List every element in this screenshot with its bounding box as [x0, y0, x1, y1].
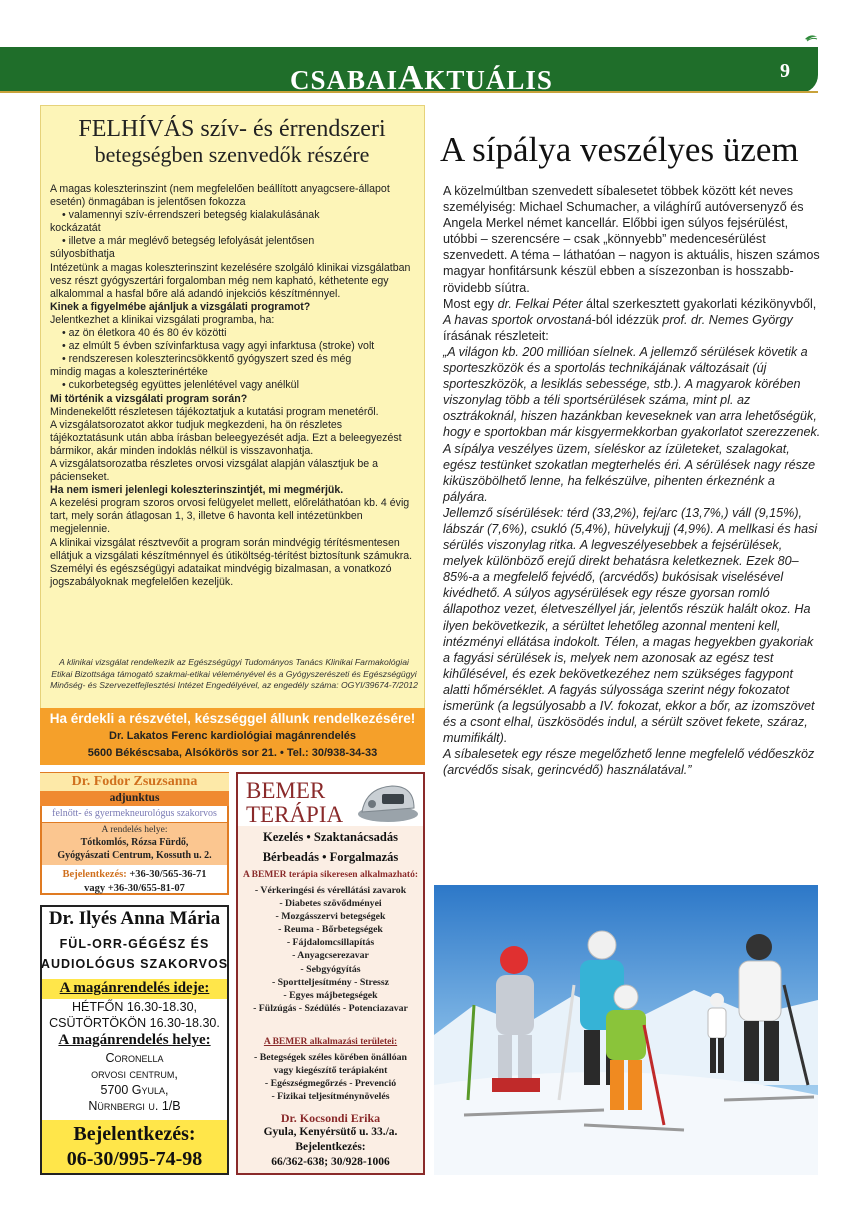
- fodor-ad-place-line2: Gyógyászati Centrum, Kossuth u. 2.: [57, 850, 212, 861]
- list-item: - Fizikai teljesítménynövelés: [271, 1091, 390, 1102]
- list-item: - Fülzúgás - Szédülés - Potenciazavar: [253, 1002, 408, 1014]
- ilyes-ad-specialty-line1: FÜL-ORR-GÉGÉSZ ÉS: [59, 937, 210, 951]
- fodor-ad-phone2: vagy +36-30/655-81-07: [84, 883, 185, 894]
- fodor-ad-place-label: A rendelés helye:: [101, 825, 168, 835]
- cta-doctor: Dr. Lakatos Ferenc kardiológiai magánrendelés: [109, 730, 356, 742]
- swirl-icon: [804, 33, 818, 43]
- list-item: - Egyes májbetegségek: [283, 989, 378, 1001]
- page-number: 9: [780, 60, 790, 82]
- article-paragraph: A közelmúltban szenvedett síbalesetet többek között két neves személyiség: Michael Schumacher, a világhírű autóversenyző és Angela Merkel német kancellár. Előbbi igen súlyos fejsérülést, utóbbi – szerencsére – csak „könnyebb” medencesérülést szenvedett. A téma – láthatóan – nagyon is aktuális, hiszen számos magyar honfitársunk készül ebben a síszezonban is hosszabb-rövidebb síútra.: [443, 184, 820, 295]
- bemer-ad-title2: TERÁPIA: [246, 802, 344, 827]
- article-quote: A sípálya veszélyes üzem, síeléskor az ízületeket, szalagokat, egész testünket szokatlan megterhelés éri. A sérülések nagy része kiküszöbölhető lenne, ha felkészülve, pihenten érkeznénk a pályára.: [443, 441, 816, 504]
- article-quote: Jellemző sísérülések: térd (33,2%), fej/arc (13,7%,) váll (9,15%), lábszár (7,6%), csukló (5,4%), hüvelykujj (4,9%). A mellkasi és hasi sérülés viszonylag ritka. A legveszélyesebbek a fejsérülések, melyek különböző erejű direkt behatásra keletkeznek. Ezek 80–85%-a a megfelelő fejvédő, (arcvédős) bukósisak viselésével kivédhető. A súlyos agysérülések egy része gyorsan romló állapothoz vezet, életveszéllyel jár, jelentős részük halált okoz. Ha ilyen bekövetkezik, a sérültet lehetőleg azonnal menteni kell, intézményi ellátása indokolt. Télen, a magas hegyekben gyakoriak a fagyási sérülések is, melyek nem azonosak az egész test kihűlésével, és ezek bekövetkezéhez nem szükséges fagypont alatti hőmérséklet. A fagyás súlyossága szerint négy fokozatot ismerünk (a legsúlyosabb a IV. fokozat, ekkor a bőr, az izomszövet és a csont elhal, üszkösödés indul, a sérült szövet fekete, száraz, mumifikált).: [443, 505, 818, 746]
- cta-address: 5600 Békéscsaba, Alsókörös sor 21. • Tel.: 30/938-34-33: [87, 747, 378, 759]
- list-item: - Egészségmegőrzés - Prevenció: [264, 1078, 397, 1089]
- bemer-ad-usage-list: [236, 884, 425, 1015]
- ilyes-ad-hours1: HÉTFŐN 16.30-18.30,: [71, 1000, 198, 1014]
- bemer-ad-areas-list: [236, 1051, 425, 1103]
- publication-title: CSABAIAKTUÁLIS: [290, 58, 553, 97]
- article-quote: A síbalesetek egy része megelőzhető lenne megfelelő védőeszköz (arcvédős sisak, gerincvédő) használatával.”: [443, 747, 815, 778]
- bemer-ad-usage-heading: A BEMER terápia sikeresen alkalmazható:: [242, 870, 419, 880]
- bemer-ad-title1: BEMER: [246, 778, 326, 803]
- clinical-trial-ad-body: A magas koleszterinszint (nem megfelelően beállított anyagcsere-állapot esetén) önmagában is jelentősen fokozza • valamennyi szív-érrendszeri betegség kialakulásának kockázatát • illetve a már meglévő betegség lefolyását jelentősen súlyosbíthatja Intézetünk a magas koleszterinszint kezelésére szolgáló klinikai vizsgálatban vesz részt gyógyszertári forgalomban még nem kapható, kéthetente egy alkalommal a hasfal bőre alá adandó injekciós készítménnyel. Kinek a figyelmébe ajánljuk a vizsgálati programot? Jelentkezhet a klinikai vizsgálati programba, ha: • az ön életkora 40 és 80 év közötti • az elmúlt 5 évben szívinfarktusa vagy agyi infarktusa (stroke) volt • rendszeresen koleszterincsökkentő gyógyszert szed és még mindig magas a koleszterinértéke • cukorbetegség együttes jelenlétével vagy anélkül Mi történik a vizsgálati program során? Mindenekelőtt részletesen tájékoztatjuk a kutatási program menetéről. A vizsgálatsorozatot akkor tudjuk megkezdeni, ha ön részletes tájékoztatásunk után abba írásban beleegyezését adja. Ezt a beleegyezést bármikor, akár minden indoklás nélkül is visszavonhatja. A vizsgálatsorozatba részletes orvosi vizsgálat alapján választjuk be a pácienseket. Ha nem ismeri jelenlegi koleszterinszintjét, mi megmérjük. A kezelési program szoros orvosi felügyelet mellett, előreláthatóan kb. 4 évig tart, mely során átlagosan 1, 3, illetve 6 havonta kell intézetünkben megjelennie. A klinikai vizsgálat résztvevőit a program során mindvégig térítésmentesen ellátjuk a vizsgálati készítménnyel és útiköltség-térítést biztosítunk számukra. Személyi és egészségügyi adataikat mindvégig bizalmasan, a vonatkozó jogszabályoknak megfelelően kezeljük.: [50, 183, 413, 588]
- bemer-ad-contact-address: Gyula, Kenyérsütő u. 33./a.: [263, 1126, 398, 1138]
- clinical-trial-approval-note: A klinikai vizsgálat rendelkezik az Egészségügyi Tudományos Tanács Klinikai Farmakológiai Etikai Bizottsága támogató szakmai-etikai véleményével és a Gyógyszerészeti és Egészségügyi Minőség- és Szervezetfejlesztési Intézet Engedélyével, az engedély száma: OGYI/39674-7/2012: [50, 657, 418, 690]
- bemer-ad-services1: Kezelés • Szaktanácsadás: [263, 830, 398, 844]
- fodor-ad-name: Dr. Fodor Zsuzsanna: [40, 773, 229, 791]
- bemer-ad-contact-phone: 66/362-638; 30/928-1006: [271, 1156, 390, 1168]
- ilyes-ad-name: Dr. Ilyés Anna Mária: [48, 908, 221, 929]
- fodor-ad-specialty: felnőtt- és gyermekneurológus szakorvos: [40, 806, 229, 823]
- list-item: - Diabetes szövődményei: [279, 898, 382, 910]
- ilyes-ad-specialty-line2: AUDIOLÓGUS SZAKORVOS: [40, 957, 229, 971]
- fodor-ad-place-line1: Tótkomlós, Rózsa Fürdő,: [80, 837, 189, 848]
- clinical-trial-ad-title: FELHÍVÁS szív- és érrendszeri betegségben szenvedők részére: [78, 116, 386, 167]
- article-title: A sípálya veszélyes üzem: [440, 130, 799, 169]
- list-item: - Fájdalomcsillapítás: [286, 937, 375, 949]
- ilyes-ad-address4: Nürnbergi u. 1/B: [88, 1099, 181, 1113]
- bemer-ad-contact-booking: Bejelentkezés:: [295, 1141, 366, 1153]
- cta-headline: Ha érdekli a részvétel, készséggel állunk rendelkezésére!: [49, 711, 416, 726]
- article-quote: „A világon kb. 200 millióan síelnek. A jellemző sérülések követik a sporteszközök és a sportolás technikájának változásait (új sporteszközök, a lesiklás sebessége, stb.). A magyarok körében viszonylag több a téli sportsérülések száma, mint pl. az osztrákoknál, hiszen hazánkban keveseknek van arra lehetőségük, hogy e sportokban már kisgyermekkorban gyakorlatot szerezzenek.: [443, 344, 821, 440]
- bemer-ad-contact-name: Dr. Kocsondi Erika: [280, 1111, 381, 1125]
- list-item: vagy kiegészítő terápiaként: [273, 1065, 388, 1076]
- ilyes-ad-address2: orvosi centrum,: [91, 1067, 178, 1081]
- bemer-device-icon: [352, 778, 420, 824]
- fodor-ad-phone1: Bejelentkezés: +36-30/565-36-71: [62, 869, 207, 880]
- ilyes-ad-hours2: CSÜTÖRTÖKÖN 16.30-18.30.: [49, 1016, 220, 1030]
- ilyes-ad-booking-label: Bejelentkezés:: [73, 1123, 196, 1145]
- article-body: [443, 183, 823, 778]
- list-item: - Sportteljesítmény - Stressz: [271, 976, 390, 988]
- ilyes-ad-address1: Coronella: [105, 1051, 164, 1065]
- bemer-ad-services2: Bérbeadás • Forgalmazás: [262, 850, 399, 864]
- list-item: - Anyagcserezavar: [292, 950, 369, 962]
- ilyes-ad-place-label: A magánrendelés helye:: [58, 1032, 211, 1048]
- list-item: - Reuma - Bőrbetegségek: [278, 924, 383, 936]
- list-item: - Vérkeringési és vérellátási zavarok: [254, 885, 407, 896]
- list-item: - Mozgásszervi betegségek: [275, 911, 386, 923]
- fodor-ad-title: adjunktus: [40, 791, 229, 806]
- list-item: - Sebgyógyítás: [300, 963, 361, 975]
- ilyes-ad-booking-phone: 06-30/995-74-98: [66, 1148, 203, 1170]
- article-paragraph: Most egy dr. Felkai Péter által szerkesztett gyakorlati kézikönyvből, A havas sportok orvostaná-ból idézzük prof. dr. Nemes György írásának részleteit:: [443, 296, 817, 343]
- skiing-family-photo: [434, 885, 818, 1175]
- ilyes-ad-address3: 5700 Gyula,: [100, 1083, 169, 1097]
- ilyes-ad-hours-label: A magánrendelés ideje:: [59, 980, 210, 996]
- list-item: - Betegségek széles körében önállóan: [254, 1052, 407, 1063]
- bemer-ad-areas-heading: A BEMER alkalmazási területei:: [263, 1037, 398, 1047]
